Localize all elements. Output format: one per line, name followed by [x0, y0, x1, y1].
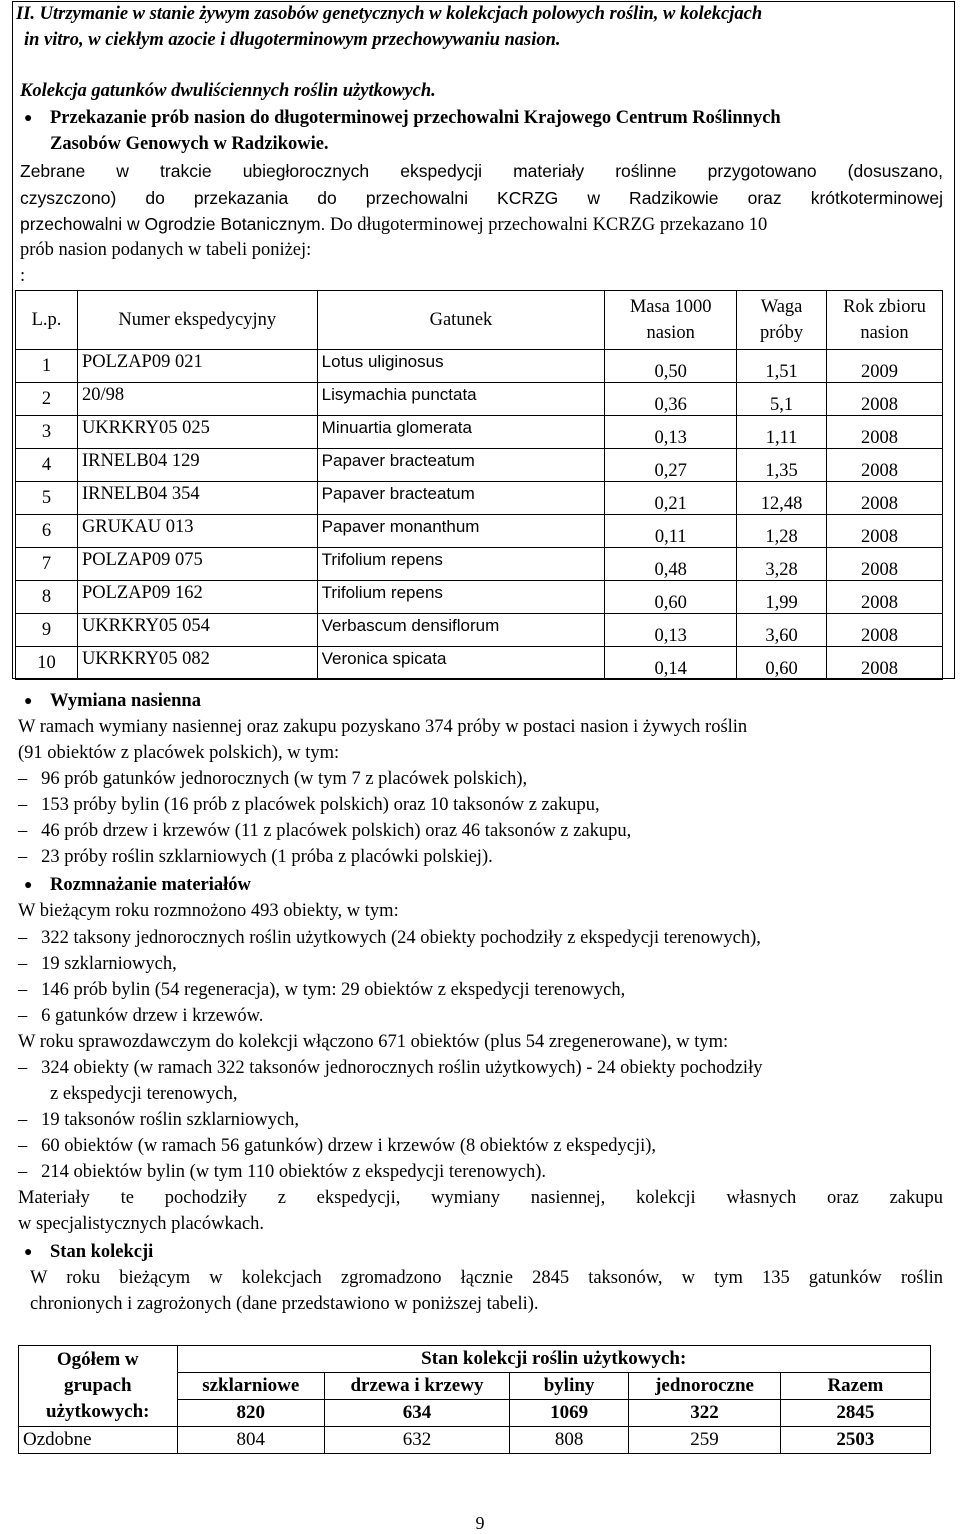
list-item-text: 324 obiekty (w ramach 322 taksonów jednorocznych roślin użytkowych) - 24 obiekty pochodziły — [41, 1058, 763, 1078]
table2-value: 804 — [177, 1427, 325, 1454]
cell-weight: 3,28 — [737, 548, 827, 581]
header-year-line1: Rok zbioru — [843, 297, 926, 317]
table2-ornamental-row — [19, 1427, 931, 1454]
cell-lp: 10 — [16, 647, 78, 680]
table-row — [16, 581, 943, 614]
cell-exp: 20/98 — [77, 383, 317, 416]
table-row — [16, 515, 943, 548]
table2-value: 259 — [629, 1427, 781, 1454]
cell-weight: 3,60 — [737, 614, 827, 647]
intro-line3-sans: przechowalni w Ogrodzie Botanicznym. — [20, 214, 326, 234]
bullet-heading-line2: Zasobów Genowych w Radzikowie. — [50, 134, 329, 154]
header-mass-line1: Masa 1000 — [629, 297, 712, 317]
intro-line3 — [20, 214, 767, 236]
cell-year: 2008 — [827, 449, 943, 482]
cell-mass: 0,11 — [605, 515, 737, 548]
header-lp: L.p. — [16, 291, 78, 350]
list-item: – 96 prób gatunków jednorocznych (w tym 7 z placówek polskich), — [18, 769, 528, 789]
list-item: – 146 prób bylin (54 regeneracja), w tym: 29 obiektów z ekspedycji terenowych, — [18, 980, 626, 1000]
table2-total: 2845 — [780, 1400, 930, 1427]
intro-line1: Zebrane w trakcie ubiegłorocznych ekspedycji materiały roślinne przygotowano (dosuszano, — [20, 161, 943, 181]
list-item-text: 153 próby bylin (16 prób z placówek polskich) oraz 10 taksonów z zakupu, — [41, 795, 600, 815]
list-item-text: 6 gatunków drzew i krzewów. — [41, 1006, 264, 1026]
cell-lp: 6 — [16, 515, 78, 548]
cell-species: Lotus uliginosus — [317, 350, 605, 383]
header-year-line2: nasion — [860, 323, 909, 343]
list-item-text: 322 taksony jednorocznych roślin użytkowych (24 obiekty pochodziły z ekspedycji terenowych), — [41, 928, 761, 948]
cell-exp: POLZAP09 162 — [77, 581, 317, 614]
exchange-line1: W ramach wymiany nasiennej oraz zakupu pozyskano 374 próby w postaci nasion i żywych roślin — [18, 717, 748, 737]
bullet-icon: ● — [24, 111, 33, 126]
cell-species: Papaver monanthum — [317, 515, 605, 548]
table2-total: 322 — [629, 1400, 781, 1427]
table2-row-label: Ozdobne — [19, 1427, 178, 1454]
intro-colon: : — [20, 266, 26, 286]
cell-species: Veronica spicata — [317, 647, 605, 680]
table2-lead-line2: grupach — [63, 1375, 132, 1396]
cell-year: 2008 — [827, 647, 943, 680]
list-item: – 214 obiektów bylin (w tym 110 obiektów z ekspedycji terenowych). — [18, 1162, 546, 1182]
list-item: – 60 obiektów (w ramach 56 gatunków) drzew i krzewów (8 obiektów z ekspedycji), — [18, 1136, 657, 1156]
cell-mass: 0,48 — [605, 548, 737, 581]
table2-lead-line3: użytkowych: — [46, 1401, 150, 1422]
exchange-heading: Wymiana nasienna — [50, 691, 201, 711]
list-item-text: 146 prób bylin (54 regeneracja), w tym: 29 obiektów z ekspedycji terenowych, — [41, 980, 626, 1000]
state-line2: chronionych i zagrożonych (dane przedstawiono w poniższej tabeli). — [30, 1294, 539, 1314]
propagation-line2: W roku sprawozdawczym do kolekcji włączono 671 obiektów (plus 54 zregenerowane), w tym: — [18, 1032, 729, 1052]
section-title-line1: II. Utrzymanie w stanie żywym zasobów genetycznych w kolekcjach polowych roślin, w kolekcjach — [16, 4, 763, 24]
cell-mass: 0,36 — [605, 383, 737, 416]
bullet-icon: ● — [24, 694, 33, 709]
table-header-row — [16, 291, 943, 350]
table2-total: 634 — [325, 1400, 510, 1427]
table2-total: 1069 — [509, 1400, 628, 1427]
list-item: – 6 gatunków drzew i krzewów. — [18, 1006, 264, 1026]
section-title-line2: in vitro, w ciekłym azocie i długoterminowym przechowywaniu nasion. — [24, 30, 561, 50]
list-item-text: 46 prób drzew i krzewów (11 z placówek polskich) oraz 46 taksonów z zakupu, — [41, 821, 632, 841]
cell-year: 2009 — [827, 350, 943, 383]
bullet-icon: ● — [24, 1245, 33, 1260]
cell-year: 2008 — [827, 515, 943, 548]
header-mass — [605, 291, 737, 350]
cell-year: 2008 — [827, 383, 943, 416]
bullet-heading-line1: Przekazanie prób nasion do długoterminowej przechowalni Krajowego Centrum Roślinnych — [50, 108, 781, 128]
cell-exp: IRNELB04 354 — [77, 482, 317, 515]
table-row — [16, 548, 943, 581]
page-number: 9 — [475, 1513, 485, 1533]
list-item: – 19 taksonów roślin szklarniowych, — [18, 1110, 300, 1130]
list-item: – 324 obiekty (w ramach 322 taksonów jednorocznych roślin użytkowych) - 24 obiekty pochodziły — [18, 1058, 763, 1078]
cell-weight: 1,99 — [737, 581, 827, 614]
cell-lp: 7 — [16, 548, 78, 581]
cell-weight: 1,51 — [737, 350, 827, 383]
cell-weight: 12,48 — [737, 482, 827, 515]
table2-lead-line1: Ogółem w — [56, 1349, 139, 1370]
table2-col-header: byliny — [509, 1373, 628, 1400]
seed-transfer-table — [15, 290, 943, 680]
list-item: – 153 próby bylin (16 prób z placówek polskich) oraz 10 taksonów z zakupu, — [18, 795, 600, 815]
state-line1: W roku bieżącym w kolekcjach zgromadzono łącznie 2845 taksonów, w tym 135 gatunków roślin — [30, 1268, 943, 1288]
table-row — [16, 482, 943, 515]
cell-mass: 0,21 — [605, 482, 737, 515]
propagation-line4: w specjalistycznych placówkach. — [18, 1214, 265, 1234]
cell-lp: 8 — [16, 581, 78, 614]
cell-year: 2008 — [827, 482, 943, 515]
list-item-text: 214 obiektów bylin (w tym 110 obiektów z ekspedycji terenowych). — [41, 1162, 546, 1182]
cell-mass: 0,60 — [605, 581, 737, 614]
propagation-line3: Materiały te pochodziły z ekspedycji, wymiany nasiennej, kolekcji własnych oraz zakupu — [18, 1188, 943, 1208]
propagation-heading: Rozmnażanie materiałów — [50, 875, 251, 895]
table2-col-header: Razem — [780, 1373, 930, 1400]
table-row — [16, 416, 943, 449]
list-item: – 46 prób drzew i krzewów (11 z placówek polskich) oraz 46 taksonów z zakupu, — [18, 821, 632, 841]
cell-exp: GRUKAU 013 — [77, 515, 317, 548]
intro-line3-rest: Do długoterminowej przechowalni KCRZG przekazano 10 — [325, 215, 768, 235]
table2-col-header: jednoroczne — [629, 1373, 781, 1400]
table2-col-header: drzewa i krzewy — [325, 1373, 510, 1400]
collection-state-table — [18, 1345, 931, 1454]
table-row — [16, 614, 943, 647]
table-row — [16, 647, 943, 680]
cell-mass: 0,13 — [605, 416, 737, 449]
cell-species: Lisymachia punctata — [317, 383, 605, 416]
table-row — [16, 383, 943, 416]
state-heading: Stan kolekcji — [50, 1242, 154, 1262]
header-exp: Numer ekspedycyjny — [77, 291, 317, 350]
cell-species: Papaver bracteatum — [317, 482, 605, 515]
cell-exp: UKRKRY05 054 — [77, 614, 317, 647]
collection-name: Kolekcja gatunków dwuliściennych roślin użytkowych. — [20, 81, 436, 101]
cell-lp: 3 — [16, 416, 78, 449]
cell-species: Minuartia glomerata — [317, 416, 605, 449]
table2-value: 632 — [325, 1427, 510, 1454]
list-item-text: 23 próby roślin szklarniowych (1 próba z placówki polskiej). — [41, 847, 493, 867]
cell-mass: 0,13 — [605, 614, 737, 647]
table2-lead-cell — [19, 1346, 178, 1427]
list-item-text: 60 obiektów (w ramach 56 gatunków) drzew i krzewów (8 obiektów z ekspedycji), — [41, 1136, 657, 1156]
cell-weight: 1,11 — [737, 416, 827, 449]
cell-mass: 0,50 — [605, 350, 737, 383]
cell-lp: 9 — [16, 614, 78, 647]
list-item-text: 19 taksonów roślin szklarniowych, — [41, 1110, 300, 1130]
cell-lp: 1 — [16, 350, 78, 383]
table-row — [16, 350, 943, 383]
exchange-line2: (91 obiektów z placówek polskich), w tym: — [18, 743, 340, 763]
table-row — [16, 449, 943, 482]
list-item: – 23 próby roślin szklarniowych (1 próba z placówki polskiej). — [18, 847, 493, 867]
list-item-text: 19 szklarniowych, — [41, 954, 177, 974]
list-item: – 19 szklarniowych, — [18, 954, 177, 974]
bullet-icon: ● — [24, 878, 33, 893]
cell-exp: UKRKRY05 082 — [77, 647, 317, 680]
cell-exp: POLZAP09 075 — [77, 548, 317, 581]
cell-exp: IRNELB04 129 — [77, 449, 317, 482]
cell-year: 2008 — [827, 614, 943, 647]
cell-weight: 0,60 — [737, 647, 827, 680]
cell-species: Verbascum densiflorum — [317, 614, 605, 647]
cell-species: Trifolium repens — [317, 548, 605, 581]
header-weight-line2: próby — [759, 323, 804, 343]
cell-lp: 5 — [16, 482, 78, 515]
header-species: Gatunek — [317, 291, 605, 350]
header-weight — [737, 291, 827, 350]
intro-line4: prób nasion podanych w tabeli poniżej: — [20, 240, 312, 260]
table2-total: 820 — [177, 1400, 325, 1427]
cell-exp: UKRKRY05 025 — [77, 416, 317, 449]
table2-col-header: szklarniowe — [177, 1373, 325, 1400]
cell-mass: 0,27 — [605, 449, 737, 482]
cell-lp: 2 — [16, 383, 78, 416]
list-item-continued: z ekspedycji terenowych, — [50, 1084, 238, 1104]
table2-value: 808 — [509, 1427, 628, 1454]
cell-lp: 4 — [16, 449, 78, 482]
cell-year: 2008 — [827, 548, 943, 581]
cell-weight: 1,35 — [737, 449, 827, 482]
table2-value: 2503 — [780, 1427, 930, 1454]
cell-weight: 5,1 — [737, 383, 827, 416]
cell-year: 2008 — [827, 581, 943, 614]
list-item-text: 96 prób gatunków jednorocznych (w tym 7 z placówek polskich), — [41, 769, 528, 789]
cell-year: 2008 — [827, 416, 943, 449]
table2-group-header: Stan kolekcji roślin użytkowych: — [177, 1346, 930, 1373]
cell-species: Trifolium repens — [317, 581, 605, 614]
propagation-line1: W bieżącym roku rozmnożono 493 obiekty, w tym: — [18, 901, 399, 921]
cell-exp: POLZAP09 021 — [77, 350, 317, 383]
table2-header-row — [19, 1346, 931, 1373]
header-weight-line1: Waga — [760, 297, 803, 317]
cell-weight: 1,28 — [737, 515, 827, 548]
cell-mass: 0,14 — [605, 647, 737, 680]
list-item: – 322 taksony jednorocznych roślin użytkowych (24 obiekty pochodziły z ekspedycji terenowych), — [18, 928, 761, 948]
cell-species: Papaver bracteatum — [317, 449, 605, 482]
header-mass-line2: nasion — [646, 323, 695, 343]
header-year — [827, 291, 943, 350]
intro-line2: czyszczono) do przekazania do przechowalni KCRZG w Radzikowie oraz krótkoterminowej — [20, 188, 943, 208]
